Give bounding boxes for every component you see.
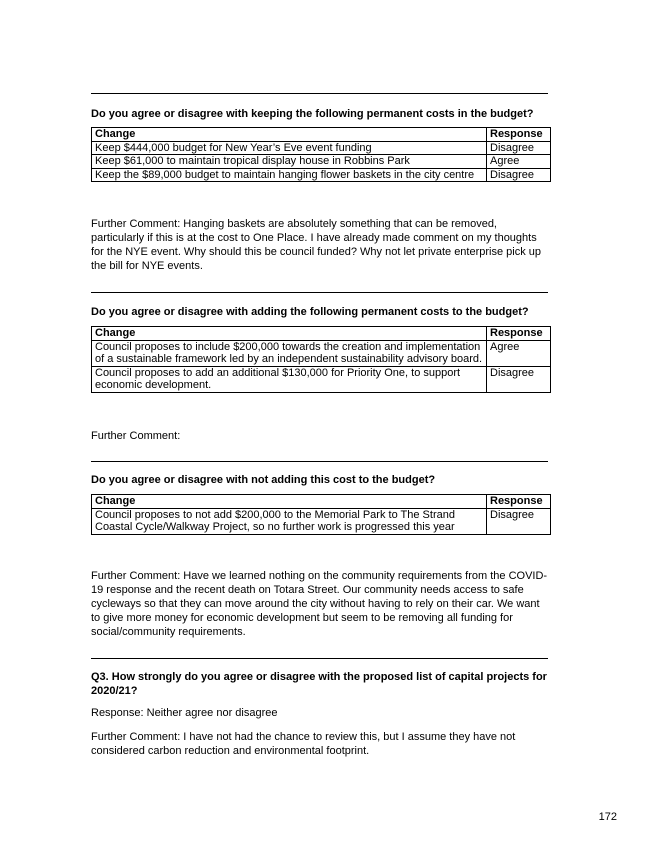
question-heading: Q3. How strongly do you agree or disagree with the proposed list of capital projects for 2020/21?: [91, 671, 547, 697]
further-comment: Further Comment: I have not had the chance to review this, but I assume they have not considered carbon reduction and environmental footprint.: [91, 731, 516, 757]
response-cell: Agree: [487, 155, 551, 169]
column-header-response: Response: [487, 327, 551, 341]
further-comment: Further Comment: Hanging baskets are absolutely something that can be removed, particularly if this is at the cost to One Place. I have already made comment on my thoughts for the NYE event. Why should this be council funded? Why not let private enterprise pick up the bill for NYE events.: [91, 218, 542, 272]
response-table: [91, 326, 551, 393]
section-divider: [91, 461, 548, 462]
table-row: [92, 155, 551, 169]
table-row: [92, 141, 551, 155]
change-cell: Council proposes to add an additional $130,000 for Priority One, to support economic development.: [92, 366, 487, 392]
change-cell: Council proposes to include $200,000 towards the creation and implementation of a sustainable framework led by an independent sustainability advisory board.: [92, 340, 487, 366]
question-heading: Do you agree or disagree with adding the following permanent costs to the budget?: [91, 306, 529, 318]
column-header-response: Response: [487, 128, 551, 142]
question-heading: Do you agree or disagree with not adding this cost to the budget?: [91, 474, 436, 486]
change-cell: Keep the $89,000 budget to maintain hanging flower baskets in the city centre: [92, 168, 487, 182]
section-divider: [91, 292, 548, 293]
response-table: [91, 494, 551, 535]
question-heading: Do you agree or disagree with keeping the following permanent costs in the budget?: [91, 108, 534, 120]
response-cell: Disagree: [487, 508, 551, 534]
table-row: [92, 508, 551, 534]
table-header-row: [92, 128, 551, 142]
further-comment: Further Comment:: [91, 430, 181, 442]
further-comment: Further Comment: Have we learned nothing on the community requirements from the COVID-19 response and the recent death on Totara Street. Our community needs access to safe cycleways so that they can move around the city without having to rely on their car. We want to give more money for economic development but seem to be removing all funding for social/community requirements.: [91, 570, 548, 638]
table-row: [92, 340, 551, 366]
response-cell: Disagree: [487, 366, 551, 392]
table-row: [92, 168, 551, 182]
change-cell: Council proposes to not add $200,000 to the Memorial Park to The Strand Coastal Cycle/Walkway Project, so no further work is progressed this year: [92, 508, 487, 534]
response-table: [91, 127, 551, 182]
column-header-change: Change: [92, 495, 487, 509]
section-divider: [91, 658, 548, 659]
response-cell: Agree: [487, 340, 551, 366]
change-cell: Keep $61,000 to maintain tropical display house in Robbins Park: [92, 155, 487, 169]
section-divider: [91, 93, 548, 94]
column-header-change: Change: [92, 327, 487, 341]
response-text: Response: Neither agree nor disagree: [91, 707, 278, 719]
response-cell: Disagree: [487, 168, 551, 182]
table-header-row: [92, 495, 551, 509]
page-number: 172: [598, 811, 617, 823]
table-header-row: [92, 327, 551, 341]
table-row: [92, 366, 551, 392]
column-header-change: Change: [92, 128, 487, 142]
response-cell: Disagree: [487, 141, 551, 155]
change-cell: Keep $444,000 budget for New Year’s Eve event funding: [92, 141, 487, 155]
column-header-response: Response: [487, 495, 551, 509]
